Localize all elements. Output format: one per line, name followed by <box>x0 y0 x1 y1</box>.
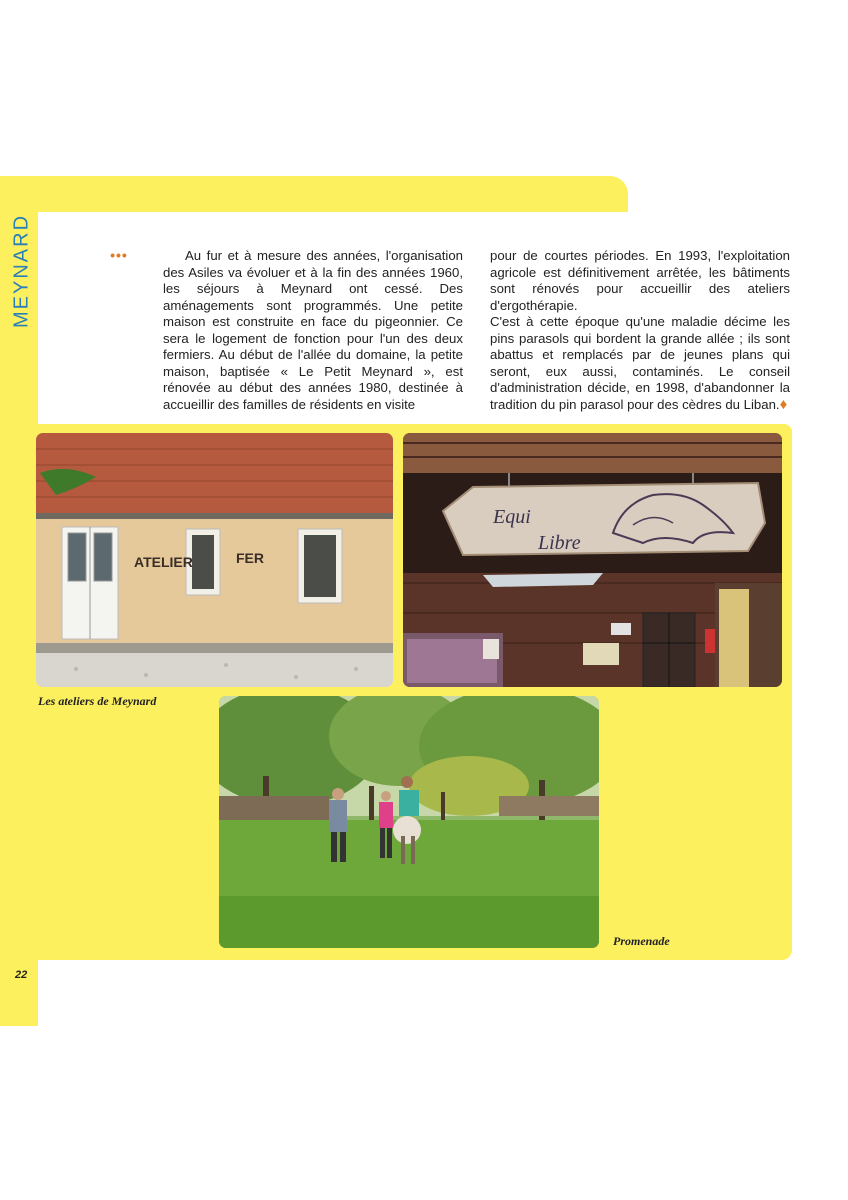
paragraph-right-2-text: C'est à cette époque qu'une maladie décime les pins parasols qui bordent la grande allée ; ils sont abattus et remplacés par de jeunes plans qui seront, eux aussi, contaminés. Le conseil d'administration décide, en 1998, d'abandonner la tradition du pin parasol pour des cèdres du Liban. <box>490 314 790 412</box>
caption-promenade: Promenade <box>613 934 670 948</box>
photo-equi-libre <box>403 433 782 687</box>
photo-ateliers <box>36 433 393 687</box>
paragraph-left: Au fur et à mesure des années, l'organisation des Asiles va évoluer et à la fin des années 1960, les séjours à Meynard ont cessé. Des aménagements sont programmés. Une petite maison est construite en face du pigeonnier. Ce sera le logement de fonction pour l'un des deux fermiers. Au début de l'allée du domaine, la petite maison, baptisée « Le Petit Meynard », est rénovée au début des années 1980, destinée à accueillir des familles de résidents en visite <box>163 248 463 412</box>
end-diamond-icon: ♦ <box>779 395 788 413</box>
text-column-left <box>163 248 463 413</box>
text-column-right <box>490 248 790 413</box>
caption-ateliers: Les ateliers de Meynard <box>38 694 157 708</box>
paragraph-right-2 <box>490 314 790 413</box>
page-number: 22 <box>15 969 28 981</box>
paragraph-right-1: pour de courtes périodes. En 1993, l'exploitation agricole est définitivement arrêtée, les bâtiments sont rénovés pour accueillir des ateliers d'ergothérapie. <box>490 248 790 313</box>
yellow-top-band <box>0 176 628 212</box>
sign-equi-text: Equi <box>493 506 531 528</box>
photo-equi-libre-image <box>403 433 782 687</box>
sign-fer-text: FER <box>236 550 264 566</box>
sign-libre-text: Libre <box>538 532 581 554</box>
section-title: MEYNARD <box>10 213 33 328</box>
ornament-dots: ••• <box>110 247 128 263</box>
photo-promenade <box>219 696 599 948</box>
photo-promenade-image <box>219 696 599 948</box>
photo-ateliers-image <box>36 433 393 687</box>
sign-atelier-text: ATELIER <box>134 554 193 570</box>
